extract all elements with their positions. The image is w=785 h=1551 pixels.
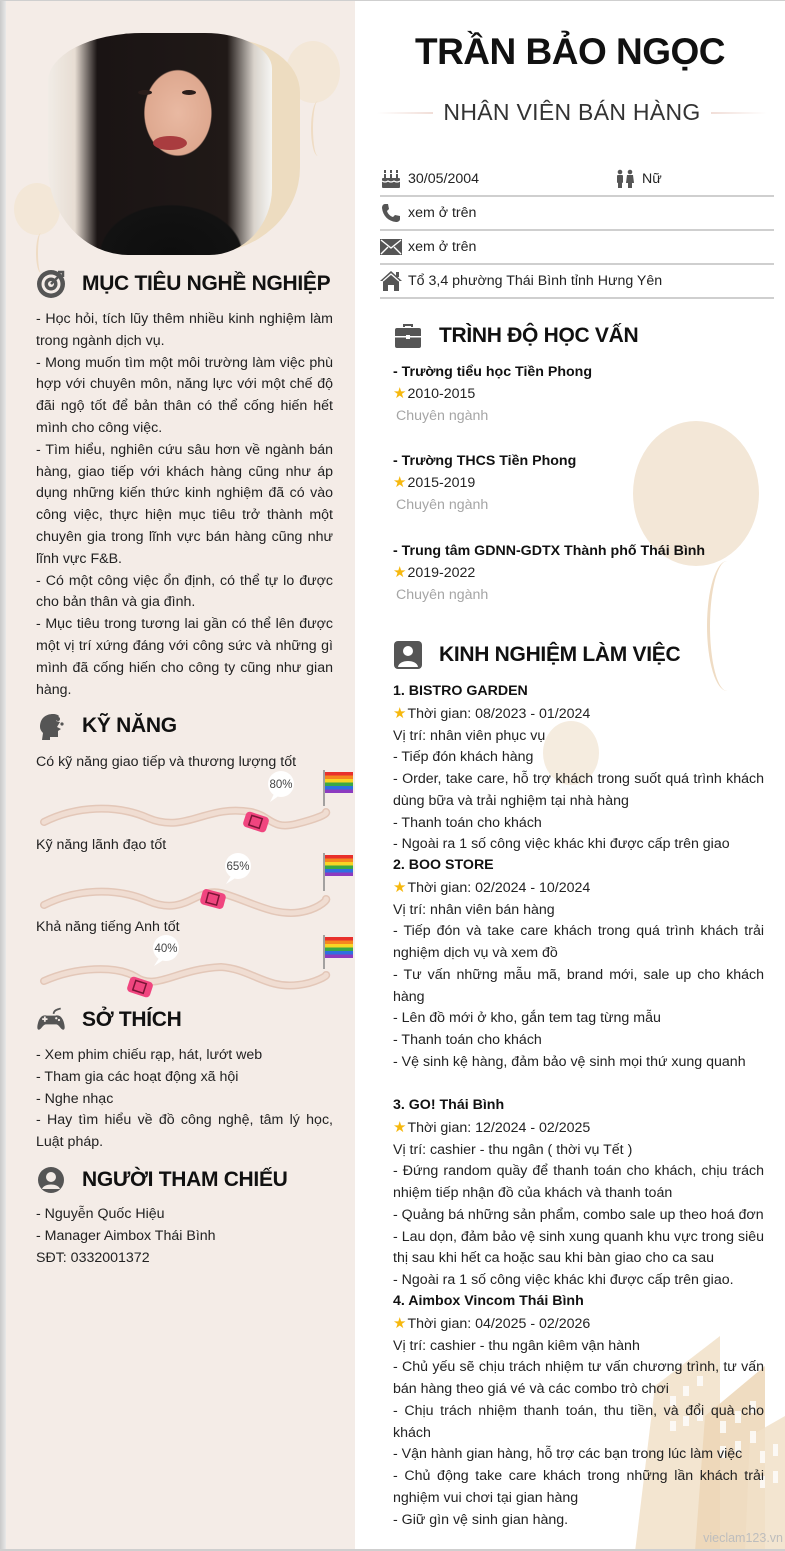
phone-value: xem ở trên (408, 205, 477, 221)
rainbow-flag-icon (324, 853, 353, 891)
sidebar (6, 1, 355, 1549)
education-years: 2019-2022 (407, 565, 476, 581)
star-icon: ★ (393, 385, 407, 402)
info-row-address (380, 265, 774, 299)
balloon-string (36, 233, 46, 273)
hobby-item: - Tham gia các hoạt động xã hội (36, 1068, 239, 1085)
email-value: xem ở trên (408, 239, 477, 255)
skill-label: Có kỹ năng giao tiếp và thương lượng tốt (36, 754, 297, 770)
objective-paragraph: - Tìm hiểu, nghiên cứu sâu hơn về ngành bán hàng, giao tiếp với khách hàng cũng như áp dụng những kiến thức kinh nghiệm đã có vào công việc, thực hiện mục tiêu trở thành một chuyên gia trong lĩnh vực bán hàng cũng như lĩnh vực F&B. (36, 441, 333, 567)
skill-item (36, 919, 355, 1004)
briefcase-icon (393, 321, 423, 351)
skill-track-chart (36, 929, 355, 1009)
duty-item: - Quảng bá những sản phẩm, combo sale up theo hoá đơn (393, 1206, 764, 1223)
job-title: NHÂN VIÊN BÁN HÀNG (377, 99, 767, 126)
skill-item (36, 754, 355, 839)
reference-name: - Nguyễn Quốc Hiệu (36, 1206, 165, 1222)
objective-paragraph: - Mục tiêu trong tương lai gần có thể lên được một vị trí xứng đáng với công sức và những gì mình đã cống hiến cho công ty cũng như gian hàng. (36, 616, 333, 698)
avatar (48, 33, 272, 255)
svg-text:40%: 40% (154, 943, 178, 955)
duty-item: - Giữ gìn vệ sinh gian hàng. (393, 1511, 569, 1528)
duty-item: - Tiếp đón khách hàng (393, 749, 534, 766)
education-item (393, 361, 592, 427)
star-icon: ★ (393, 564, 407, 581)
hobby-item: - Hay tìm hiểu về đồ công nghệ, tâm lý học, Luật pháp. (36, 1112, 333, 1151)
info-row-phone (380, 197, 774, 231)
company-name: 3. GO! Thái Bình (393, 1097, 505, 1113)
envelope-icon (380, 236, 402, 258)
school-name: - Trung tâm GDNN-GDTX Thành phố Thái Bình (393, 543, 706, 559)
section-title-education: TRÌNH ĐỘ HỌC VẤN (393, 321, 638, 351)
section-title-objective: MỤC TIÊU NGHỀ NGHIỆP (36, 269, 330, 299)
balloon-string (707, 561, 747, 691)
head-gear-icon (36, 711, 66, 741)
duty-item: - Chịu trách nhiệm thanh toán, thu tiền, và đổi quà cho khách (393, 1402, 764, 1441)
skill-label: Kỹ năng lãnh đạo tốt (36, 837, 167, 853)
star-icon: ★ (393, 878, 407, 896)
star-icon: ★ (393, 1118, 407, 1136)
avatar-lips (153, 136, 187, 150)
duty-item: - Ngoài ra 1 số công việc khác khi được cấp trên giao. (393, 1272, 734, 1288)
reference-role: - Manager Aimbox Thái Bình (36, 1227, 216, 1244)
company-name: 4. Aimbox Vincom Thái Bình (393, 1293, 584, 1309)
education-item (393, 450, 576, 516)
gender-icon (614, 168, 636, 190)
rainbow-flag-icon (324, 770, 353, 806)
target-icon (36, 269, 66, 299)
company-name: 2. BOO STORE (393, 857, 494, 873)
birthday-cake-icon (380, 168, 402, 190)
education-years: 2015-2019 (407, 475, 476, 491)
school-name: - Trường tiểu học Tiền Phong (393, 364, 593, 380)
education-years: 2010-2015 (407, 386, 476, 402)
user-circle-icon (36, 1165, 66, 1195)
work-position: Vị trí: cashier - thu ngân kiêm vận hành (393, 1337, 640, 1354)
skill-label: Khả năng tiếng Anh tốt (36, 919, 180, 935)
education-major: Chuyên ngành (396, 408, 489, 424)
section-title-hobbies: SỞ THÍCH (36, 1005, 182, 1035)
duty-item: - Thanh toán cho khách (393, 814, 542, 831)
section-title-experience: KINH NGHIỆM LÀM VIỆC (393, 640, 680, 670)
page-edge (0, 1, 6, 1549)
candidate-name: TRẦN BẢO NGỌC (414, 31, 726, 72)
duty-item: - Lên đồ mới ở kho, gắn tem tag từng mẫu (393, 1010, 661, 1027)
work-position: Vị trí: cashier - thu ngân ( thời vụ Tết ) (393, 1141, 633, 1158)
duty-item: - Chủ yếu sẽ chịu trách nhiệm tư vấn chương trình, tư vấn bán hàng theo giá vé và các combo trò chơi (393, 1359, 764, 1397)
duty-item: - Vệ sinh kệ hàng, đảm bảo vệ sinh mọi thứ xung quanh (393, 1053, 746, 1070)
info-row-birthday-gender (380, 163, 774, 197)
watermark: vieclam123.vn (703, 1531, 783, 1545)
user-card-icon (393, 640, 423, 670)
experience-item (393, 1291, 764, 1531)
home-icon (380, 270, 402, 292)
duty-item: - Order, take care, hỗ trợ khách trong suốt quá trình khách dùng bữa và trải nghiệm tại nhà hàng (393, 771, 764, 809)
duty-item: - Lau dọn, đảm bảo vệ sinh xung quanh khu vực trong siêu thị sau khi hết ca hoặc sau khi bàn giao cho ca sau (393, 1228, 764, 1267)
svg-text:65%: 65% (226, 861, 250, 873)
work-period: Thời gian: 12/2024 - 02/2025 (407, 1119, 591, 1136)
star-icon: ★ (393, 1314, 407, 1332)
work-period: Thời gian: 08/2023 - 01/2024 (407, 705, 591, 722)
education-major: Chuyên ngành (396, 497, 489, 513)
company-name: 1. BISTRO GARDEN (393, 683, 528, 699)
info-row-email (380, 231, 774, 265)
divider (711, 112, 767, 114)
divider (377, 112, 433, 114)
school-name: - Trường THCS Tiền Phong (393, 453, 577, 469)
duty-item: - Chủ động take care khách trong những lần khách trải nghiệm vui chơi tại gian hàng (393, 1468, 764, 1506)
duty-item: - Thanh toán cho khách (393, 1032, 542, 1048)
work-period: Thời gian: 02/2024 - 10/2024 (407, 879, 591, 896)
reference-phone: SĐT: 0332001372 (36, 1249, 150, 1266)
objective-paragraph: - Có một công việc ổn định, có thể tự lo được cho bản thân và gia đình. (36, 572, 333, 611)
education-item (393, 540, 705, 606)
address-value: Tổ 3,4 phường Thái Bình tỉnh Hưng Yên (408, 273, 663, 289)
education-major: Chuyên ngành (396, 587, 489, 603)
svg-text:80%: 80% (269, 779, 293, 791)
avatar-eye (138, 90, 152, 95)
duty-item: - Tiếp đón và take care khách trong quá trình khách trải nghiệm dịch vụ và xem đồ (393, 923, 764, 961)
work-period: Thời gian: 04/2025 - 02/2026 (407, 1315, 591, 1332)
duty-item: - Tư vấn những mẫu mã, brand mới, sale up cho khách hàng (393, 966, 764, 1005)
objective-paragraph: - Mong muốn tìm một môi trường làm việc phù hợp với chuyên môn, năng lực với một chế độ đãi ngộ tốt để bản thân có thể cống hiến hết mình cho công việc. (36, 354, 333, 436)
references-text (36, 1204, 333, 1269)
gamepad-icon (36, 1005, 66, 1035)
star-icon: ★ (393, 704, 407, 722)
objective-text (36, 309, 333, 701)
section-title-skills: KỸ NĂNG (36, 711, 177, 741)
experience-item (393, 855, 764, 1074)
hobby-item: - Nghe nhạc (36, 1090, 114, 1107)
section-title-references: NGƯỜI THAM CHIẾU (36, 1165, 288, 1195)
birthday-value: 30/05/2004 (408, 171, 480, 187)
hobbies-list (36, 1045, 333, 1154)
duty-item: - Vận hành gian hàng, hỗ trợ các bạn trong lúc làm việc (393, 1446, 743, 1463)
hobby-item: - Xem phim chiếu rạp, hát, lướt web (36, 1047, 263, 1063)
rainbow-flag-icon (324, 935, 353, 969)
main-content (355, 1, 785, 1549)
gender-value: Nữ (642, 171, 662, 187)
work-position: Vị trí: nhân viên bán hàng (393, 901, 555, 918)
avatar-eye (182, 90, 196, 95)
skill-track-chart (36, 847, 355, 927)
star-icon: ★ (393, 474, 407, 491)
duty-item: - Ngoài ra 1 số công việc khác khi được cấp trên giao (393, 836, 730, 853)
phone-icon (380, 202, 402, 224)
experience-item (393, 681, 764, 856)
skill-item (36, 837, 355, 922)
work-position: Vị trí: nhân viên phục vụ (393, 727, 546, 744)
objective-paragraph: - Học hỏi, tích lũy thêm nhiều kinh nghiệm làm trong ngành dịch vụ. (36, 311, 333, 349)
duty-item: - Đứng random quầy để thanh toán cho khách, chịu trách nhiệm tiếp nhận đồ của khách và thanh toán (393, 1163, 764, 1201)
skill-track-chart (36, 764, 355, 844)
avatar-frame (46, 31, 306, 256)
experience-item (393, 1095, 764, 1292)
balloon-string (311, 101, 325, 156)
